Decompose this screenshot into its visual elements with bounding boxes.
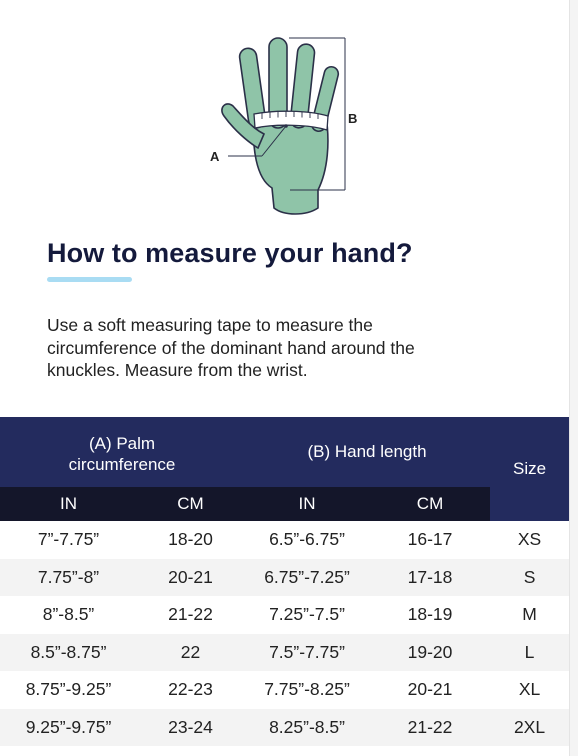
- cell-size: M: [490, 596, 569, 634]
- label-a: A: [210, 149, 220, 164]
- cell-length-in: 6.75”-7.25”: [244, 559, 370, 597]
- cell-palm-in: 8.5”-8.75”: [0, 634, 137, 672]
- cell-length-cm: 19-20: [370, 634, 490, 672]
- cell-size: L: [490, 634, 569, 672]
- description-text: Use a soft measuring tape to measure the circumference of the dominant hand around the knuckles. Measure from the wrist.: [47, 315, 415, 380]
- table-unit-header: [0, 487, 569, 521]
- cell-length-cm: 18-19: [370, 596, 490, 634]
- cell-size: 2XL: [490, 709, 569, 747]
- cell-palm-in: 9.25”-9.75”: [0, 709, 137, 747]
- hand-length-header: (B) Hand length: [244, 417, 490, 487]
- cell-length-in: 7.25”-7.5”: [244, 596, 370, 634]
- cell-length-cm: 17-18: [370, 559, 490, 597]
- unit-header-length-in: IN: [244, 487, 370, 521]
- cell-length-cm: 20-21: [370, 671, 490, 709]
- cell-length-in: 7.5”-7.75”: [244, 634, 370, 672]
- unit-header-palm-in: IN: [0, 487, 137, 521]
- cell-length-in: 6.5”-6.75”: [244, 521, 370, 559]
- table-row: [0, 596, 569, 634]
- cell-size: XS: [490, 521, 569, 559]
- unit-header-length-cm: CM: [370, 487, 490, 521]
- table-row: [0, 634, 569, 672]
- scroll-track: [570, 0, 578, 756]
- cell-size: XL: [490, 671, 569, 709]
- size-chart-table: [0, 417, 569, 746]
- cell-palm-cm: 18-20: [137, 521, 244, 559]
- table-row: [0, 671, 569, 709]
- cell-palm-in: 8.75”-9.25”: [0, 671, 137, 709]
- cell-length-cm: 21-22: [370, 709, 490, 747]
- cell-palm-cm: 20-21: [137, 559, 244, 597]
- title-underline: [47, 277, 132, 282]
- cell-length-cm: 16-17: [370, 521, 490, 559]
- cell-palm-cm: 22-23: [137, 671, 244, 709]
- cell-palm-in: 7”-7.75”: [0, 521, 137, 559]
- size-header: Size: [490, 417, 569, 521]
- cell-palm-cm: 21-22: [137, 596, 244, 634]
- cell-length-in: 8.25”-8.5”: [244, 709, 370, 747]
- hand-measure-icon: [210, 30, 364, 220]
- table-group-header: [0, 417, 569, 487]
- cell-palm-in: 7.75”-8”: [0, 559, 137, 597]
- palm-circumference-header: (A) Palm circumference: [0, 417, 244, 487]
- cell-palm-cm: 22: [137, 634, 244, 672]
- page-title: How to measure your hand?: [47, 238, 413, 268]
- cell-length-in: 7.75”-8.25”: [244, 671, 370, 709]
- label-b: B: [348, 111, 358, 126]
- cell-palm-in: 8”-8.5”: [0, 596, 137, 634]
- table-row: [0, 709, 569, 747]
- cell-size: S: [490, 559, 569, 597]
- unit-header-palm-cm: CM: [137, 487, 244, 521]
- cell-palm-cm: 23-24: [137, 709, 244, 747]
- table-row: [0, 521, 569, 559]
- table-row: [0, 559, 569, 597]
